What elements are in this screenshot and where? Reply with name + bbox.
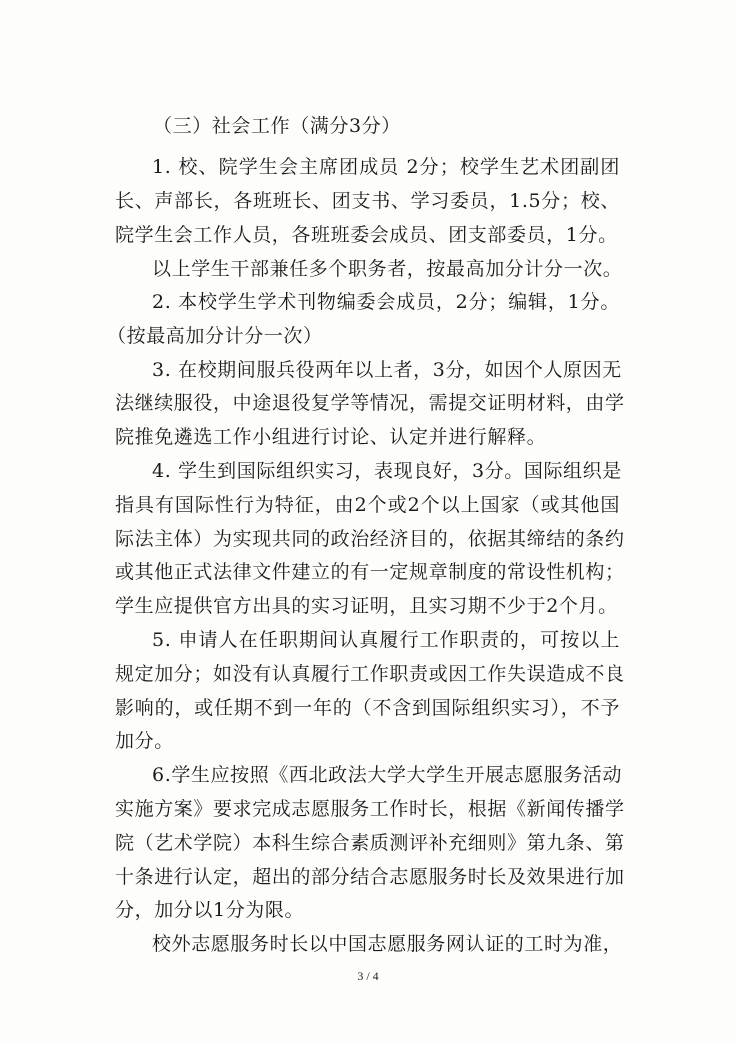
paragraph-line: 规定加分；如没有认真履行工作职责或因工作失误造成不良 [115, 663, 625, 685]
paragraph-line: 际法主体）为实现共同的政治经济目的，依据其缔结的条约 [115, 528, 625, 550]
paragraph-line: 学生应提供官方出具的实习证明，且实习期不少于2个月。 [115, 595, 618, 617]
paragraph-line: 指具有国际性行为特征，由2个或2个以上国家（或其他国 [115, 494, 620, 516]
paragraph-line: 法继续服役，中途退役复学等情况，需提交证明材料，由学 [115, 392, 625, 414]
paragraph-line: 影响的，或任期不到一年的（不含到国际组织实习），不予 [115, 697, 620, 719]
paragraph-line: 长、声部长，各班班长、团支书、学习委员，1.5分；校、 [115, 190, 620, 212]
paragraph-line: 实施方案》要求完成志愿服务工作时长，根据《新闻传播学 [115, 798, 625, 820]
paragraph-line: 5. 申请人在任职期间认真履行工作职责的，可按以上 [152, 629, 620, 651]
paragraph-line: 院（艺术学院）本科生综合素质测评补充细则》第九条、第 [115, 832, 625, 854]
paragraph-line: 校外志愿服务时长以中国志愿服务网认证的工时为准， [152, 933, 623, 955]
paragraph-line: 3. 在校期间服兵役两年以上者，3分，如因个人原因无 [152, 359, 622, 381]
paragraph-line: 分，加分以1分为限。 [115, 899, 305, 921]
paragraph-line: 以上学生干部兼任多个职务者，按最高加分计分一次。 [152, 258, 623, 280]
section-heading: （三）社会工作（满分3分） [153, 115, 401, 137]
paragraph-line: 加分。 [115, 730, 174, 752]
paragraph-line: （按最高加分计分一次） [107, 325, 323, 347]
paragraph-line: 4. 学生到国际组织实习，表现良好，3分。国际组织是 [152, 460, 622, 482]
paragraph-line: 6.学生应按照《西北政法大学大学生开展志愿服务活动 [152, 764, 623, 786]
paragraph-line: 院学生会工作人员，各班班委会成员、团支部委员，1分。 [115, 224, 618, 246]
paragraph-line: 或其他正式法律文件建立的有一定规章制度的常设性机构； [115, 561, 625, 583]
paragraph-line: 院推免遴选工作小组进行讨论、认定并进行解释。 [115, 426, 547, 448]
paragraph-line: 2. 本校学生学术刊物编委会成员，2分；编辑，1分。 [152, 291, 620, 313]
paragraph-line: 1. 校、院学生会主席团成员 2分；校学生艺术团副团 [152, 156, 620, 178]
page-number: 3 / 4 [357, 969, 379, 983]
paragraph-line: 十条进行认定，超出的部分结合志愿服务时长及效果进行加 [115, 866, 625, 888]
